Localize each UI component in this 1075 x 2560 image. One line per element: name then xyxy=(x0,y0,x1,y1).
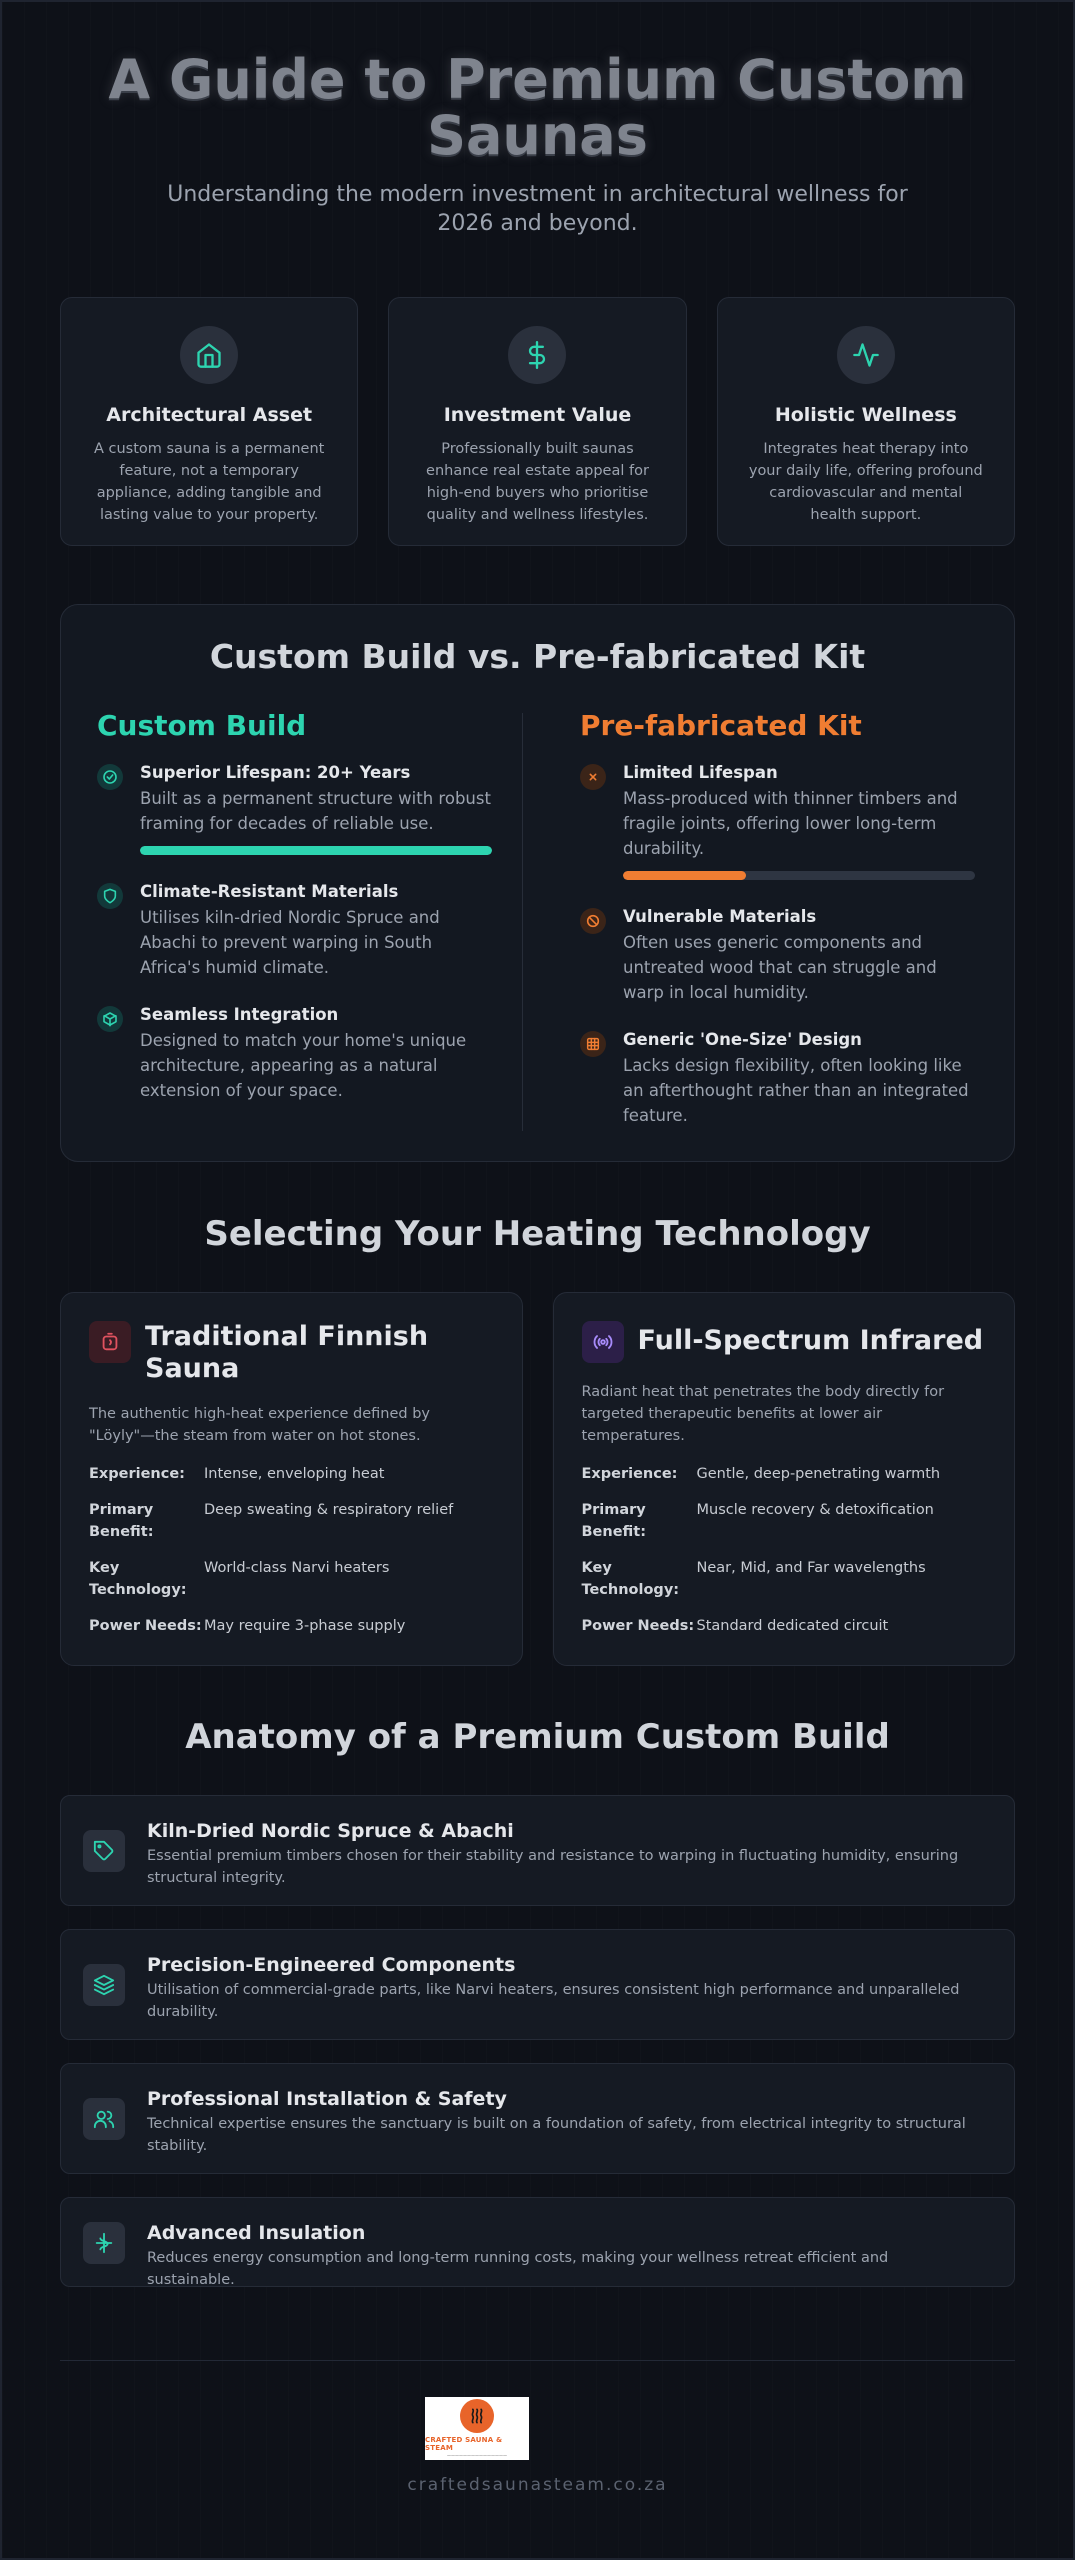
item-title: Superior Lifespan: 20+ Years xyxy=(140,763,411,782)
feature-text: A custom sauna is a permanent feature, not a temporary appliance, adding tangible and lasting value to your property. xyxy=(93,441,325,523)
heating-card-infrared xyxy=(553,1292,1016,1666)
feature-title: Architectural Asset xyxy=(106,404,313,426)
heating-card-desc: The authentic high-heat experience defined by "Löyly"—the steam from water on hot stones. xyxy=(89,1406,431,1444)
kit-item-materials xyxy=(580,906,975,1005)
spec-row xyxy=(582,1463,987,1485)
feature-card-holistic-wellness xyxy=(717,297,1015,546)
anatomy-item-title: Advanced Insulation xyxy=(147,2222,366,2244)
prefab-kit-heading: Pre-fabricated Kit xyxy=(580,709,862,742)
prefab-kit-column xyxy=(580,709,975,1128)
logo-tagline: ——————————————— xyxy=(447,2453,507,2458)
spec-key: Key Technology: xyxy=(581,1560,680,1598)
spec-row xyxy=(582,1499,987,1543)
feature-title: Investment Value xyxy=(443,404,632,426)
spec-row xyxy=(89,1557,494,1601)
item-title: Generic 'One-Size' Design xyxy=(623,1030,862,1049)
custom-item-integration xyxy=(97,1004,492,1103)
heating-card-title: Full-Spectrum Infrared xyxy=(637,1325,984,1356)
heating-cards xyxy=(60,1292,1015,1666)
lifespan-bar-fill xyxy=(623,871,746,880)
lifespan-bar xyxy=(623,871,975,880)
comparison-panel xyxy=(60,604,1015,1162)
x-circle-icon xyxy=(580,764,606,790)
heater-icon xyxy=(89,1321,131,1363)
dollar-icon xyxy=(508,326,566,384)
shield-icon xyxy=(97,883,123,909)
users-icon xyxy=(83,2098,125,2140)
anatomy-item-text: Utilisation of commercial-grade parts, like Narvi heaters, ensures consistent high performance and unparalleled durability. xyxy=(147,1982,960,2020)
anatomy-item-title: Professional Installation & Safety xyxy=(147,2088,507,2110)
item-text: Often uses generic components and untreated wood that can struggle and warp in local humidity. xyxy=(623,933,937,1002)
spec-value: World-class Narvi heaters xyxy=(204,1560,390,1576)
spec-value: Gentle, deep-penetrating warmth xyxy=(696,1466,941,1482)
spec-row xyxy=(582,1615,987,1637)
heating-card-desc: Radiant heat that penetrates the body directly for targeted therapeutic benefits at lower air temperatures. xyxy=(581,1384,945,1444)
item-title: Climate-Resistant Materials xyxy=(140,882,399,901)
kit-item-lifespan xyxy=(580,762,975,880)
heating-section-title: Selecting Your Heating Technology xyxy=(204,1214,871,1254)
item-title: Vulnerable Materials xyxy=(623,907,817,926)
logo-wordmark: CRAFTED SAUNA & STEAM xyxy=(425,2436,503,2452)
anatomy-item-installation xyxy=(60,2063,1015,2174)
anatomy-item-text: Essential premium timbers chosen for their stability and resistance to warping in fluctuating humidity, ensuring structural integrity. xyxy=(147,1848,959,1886)
cube-icon xyxy=(97,1006,123,1032)
item-text: Utilises kiln-dried Nordic Spruce and Abachi to prevent warping in South Africa's humid climate. xyxy=(140,908,440,977)
spec-row xyxy=(582,1557,987,1601)
radiation-icon xyxy=(582,1321,624,1363)
anatomy-item-text: Technical expertise ensures the sanctuary is built on a foundation of safety, from electrical integrity to structural stability. xyxy=(147,2116,966,2154)
heating-card-finnish xyxy=(60,1292,523,1666)
anatomy-item-insulation xyxy=(60,2197,1015,2287)
spec-key: Primary Benefit: xyxy=(581,1502,647,1540)
anatomy-item-title: Kiln-Dried Nordic Spruce & Abachi xyxy=(147,1820,514,1842)
anatomy-item-text: Reduces energy consumption and long-term running costs, making your wellness retreat efficient and sustainable. xyxy=(147,2250,889,2288)
steam-icon xyxy=(460,2399,494,2433)
comparison-title: Custom Build vs. Pre-fabricated Kit xyxy=(209,637,866,676)
kit-item-design xyxy=(580,1029,975,1128)
spec-value: May require 3-phase supply xyxy=(204,1618,406,1634)
spec-key: Power Needs: xyxy=(89,1618,202,1634)
custom-build-heading: Custom Build xyxy=(97,709,307,742)
custom-item-materials xyxy=(97,881,492,980)
spec-key: Primary Benefit: xyxy=(89,1502,154,1540)
spec-row xyxy=(89,1615,494,1637)
company-logo xyxy=(425,2397,529,2460)
column-divider xyxy=(522,713,523,1131)
footer-url[interactable]: craftedsaunasteam.co.za xyxy=(407,2475,668,2495)
lifespan-bar-fill xyxy=(140,846,492,855)
item-title: Limited Lifespan xyxy=(623,763,778,782)
feature-text: Integrates heat therapy into your daily life, offering profound cardiovascular and mental health support. xyxy=(748,441,983,523)
feature-text: Professionally built saunas enhance real estate appeal for high-end buyers who prioritise quality and wellness lifestyles. xyxy=(426,441,649,523)
spec-value: Standard dedicated circuit xyxy=(696,1618,889,1634)
custom-build-column xyxy=(97,709,492,1103)
item-text: Lacks design flexibility, often looking like an afterthought rather than an integrated feature. xyxy=(623,1056,969,1125)
spec-key: Key Technology: xyxy=(89,1560,187,1598)
anatomy-section-title: Anatomy of a Premium Custom Build xyxy=(185,1717,890,1757)
custom-item-lifespan xyxy=(97,762,492,855)
home-icon xyxy=(180,326,238,384)
spec-value: Intense, enveloping heat xyxy=(204,1466,385,1482)
check-circle-icon xyxy=(97,764,123,790)
heating-card-title: Traditional Finnish Sauna xyxy=(145,1321,429,1384)
feature-title: Holistic Wellness xyxy=(774,404,957,426)
anatomy-item-timbers xyxy=(60,1795,1015,1906)
lifespan-bar xyxy=(140,846,492,855)
grid-icon xyxy=(580,1031,606,1057)
spec-value: Muscle recovery & detoxification xyxy=(696,1502,934,1518)
spec-key: Power Needs: xyxy=(581,1618,695,1634)
insulation-icon xyxy=(83,2222,125,2264)
spec-key: Experience: xyxy=(89,1466,185,1482)
feature-cards xyxy=(60,297,1015,546)
footer-divider xyxy=(60,2360,1015,2361)
page-title: A Guide to Premium Custom Saunas xyxy=(108,48,967,167)
page-subtitle: Understanding the modern investment in architectural wellness for 2026 and beyond. xyxy=(167,182,908,236)
anatomy-item-components xyxy=(60,1929,1015,2040)
feature-card-investment-value xyxy=(388,297,686,546)
item-text: Built as a permanent structure with robust framing for decades of reliable use. xyxy=(140,789,491,833)
spec-row xyxy=(89,1499,494,1543)
item-title: Seamless Integration xyxy=(140,1005,339,1024)
spec-value: Near, Mid, and Far wavelengths xyxy=(696,1560,926,1576)
item-text: Designed to match your home's unique architecture, appearing as a natural extension of your space. xyxy=(140,1031,467,1100)
tag-icon xyxy=(83,1830,125,1872)
ban-icon xyxy=(580,908,606,934)
layers-icon xyxy=(83,1964,125,2006)
anatomy-item-title: Precision-Engineered Components xyxy=(147,1954,516,1976)
spec-key: Experience: xyxy=(581,1466,678,1482)
pulse-icon xyxy=(837,326,895,384)
feature-card-architectural-asset xyxy=(60,297,358,546)
spec-value: Deep sweating & respiratory relief xyxy=(204,1502,454,1518)
item-text: Mass-produced with thinner timbers and fragile joints, offering lower long-term durability. xyxy=(623,789,958,858)
spec-row xyxy=(89,1463,494,1485)
